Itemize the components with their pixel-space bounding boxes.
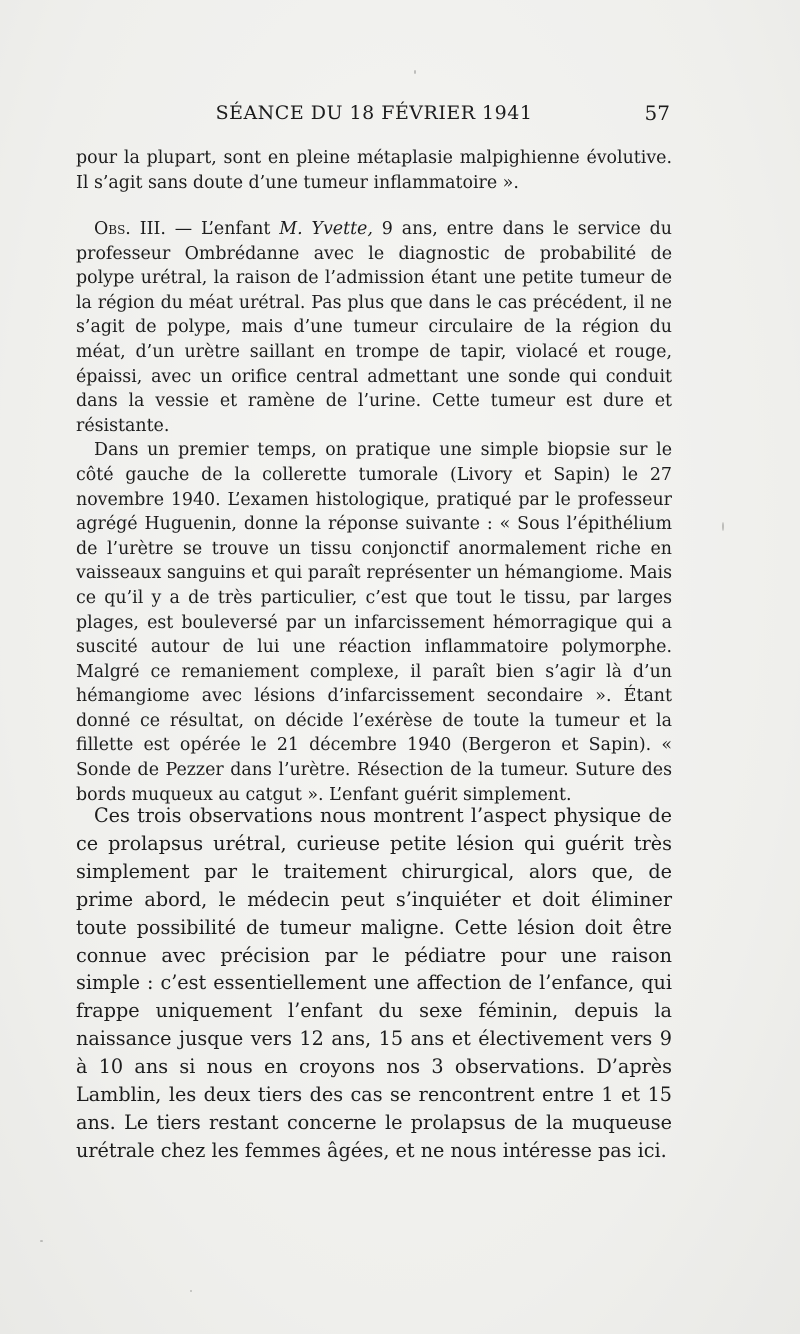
paragraph-discussion: Ces trois observations nous montrent l’aspect physique de ce prolapsus urétral, curieuse petite lésion qui guérit très simplement par le traitement chirurgical, alors que, de prime abord, le médecin peut s’inquiéter et doit éliminer toute possibilité de tumeur maligne. Cette lésion doit être connue avec précision par le pédiatre pour une raison simple : c’est essentiellement une affection de l’enfance, qui frappe uniquement l’enfant du sexe féminin, depuis la naissance jusque vers 12 ans, 15 ans et électivement vers 9 à 10 ans si nous en croyons nos 3 observations. D’après Lamblin, les deux tiers des cas se rencontrent entre 1 et 15 ans. Le tiers restant concerne le prolapsus de la muqueuse urétrale chez les femmes âgées, et ne nous intéresse pas ici. bbox=[76, 804, 672, 1162]
paper-speck bbox=[414, 70, 416, 74]
discussion-block bbox=[76, 802, 672, 1165]
observation-label: Obs. III. bbox=[94, 219, 166, 239]
paper-speck bbox=[722, 522, 724, 531]
paper-speck bbox=[40, 1240, 43, 1242]
page-number: 57 bbox=[644, 101, 670, 125]
patient-name: M. Yvette, bbox=[279, 219, 373, 239]
observation-dash: — L’enfant bbox=[165, 219, 280, 239]
paragraph-biopsy: Dans un premier temps, on pratique une simple biopsie sur le côté gauche de la collerette tumorale (Livory et Sapin) le 27 novembre 1940. L’examen histologique, pratiqué par le professeur agrégé Huguenin, donne la réponse suivante : « Sous l’épithélium de l’urètre se trouve un tissu conjonctif anormalement riche en vaisseaux sanguins et qui paraît représenter un hémangiome. Mais ce qu’il y a de très particulier, c’est que tout le tissu, par larges plages, est bouleversé par un infarcissement hémorragique qui a suscité autour de lui une réaction inflammatoire polymorphe. Malgré ce remaniement complexe, il paraît bien s’agir là d’un hémangiome avec lésions d’infarcissement secondaire ». Étant donné ce résultat, on décide l’exérèse de toute la tumeur et la fillette est opérée le 21 décembre 1940 (Bergeron et Sapin). « Sonde de Pezzer dans l’urètre. Résection de la tumeur. Suture des bords muqueux au catgut ». L’enfant guérit simplement. bbox=[76, 440, 672, 805]
paper-speck bbox=[190, 1290, 192, 1292]
observation-3-block bbox=[76, 217, 672, 807]
paragraph-1: pour la plupart, sont en pleine métaplasie malpighienne évolutive. Il s’agit sans doute d’une tumeur inflammatoire ». bbox=[76, 148, 672, 193]
running-head bbox=[76, 100, 672, 130]
paragraph-observation-3 bbox=[76, 217, 672, 438]
observation-text: 9 ans, entre dans le service du professeur Ombrédanne avec le diagnostic de probabilité de polype urétral, la raison de l’admission étant une petite tumeur de la région du méat urétral. Pas plus que dans le cas précédent, il ne s’agit de polype, mais d’une tumeur circulaire de la région du méat, d’un urètre saillant en trompe de tapir, violacé et rouge, épaissi, avec un orifice central admettant une sonde qui conduit dans la vessie et ramène de l’urine. Cette tumeur est dure et résistante. bbox=[76, 219, 672, 436]
running-title: SÉANCE DU 18 FÉVRIER 1941 bbox=[215, 102, 533, 124]
paragraph-continuation bbox=[76, 146, 672, 195]
